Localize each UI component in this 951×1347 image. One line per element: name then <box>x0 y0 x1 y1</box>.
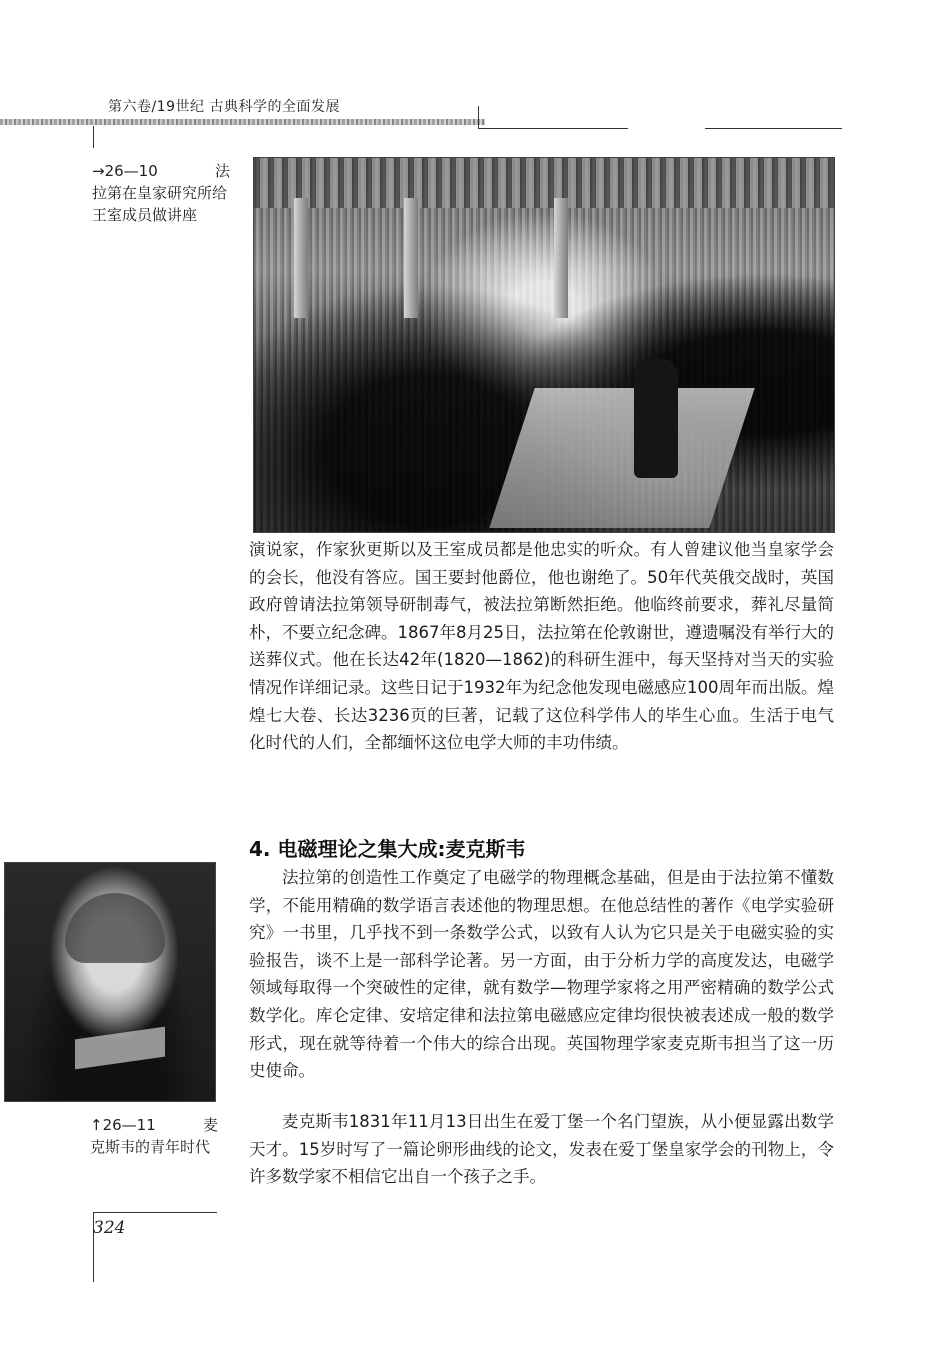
paragraph-faraday-legacy-text: 演说家，作家狄更斯以及王室成员都是他忠实的听众。有人曾建议他当皇家学会的会长，他没有答应。国王要封他爵位，他也谢绝了。50年代英俄交战时，英国政府曾请法拉第领导研制毒气，被法拉第断然拒绝。他临终前要求，葬礼尽量简朴，不要立纪念碑。1867年8月25日，法拉第在伦敦谢世，遵遗嘱没有举行大的送葬仪式。他在长达42年(1820—1862)的科研生涯中，每天坚持对当天的实验情况作详细记录。这些日记于1932年为纪念他发现电磁感应100周年而出版。煌煌七大卷、长达3236页的巨著，记载了这位科学伟人的毕生心血。生活于电气化时代的人们，全都缅怀这位电学大师的丰功伟绩。 <box>249 540 834 753</box>
header-rule-right-1 <box>478 128 628 129</box>
paragraph-maxwell-birth-text: 麦克斯韦1831年11月13日出生在爱丁堡一个名门望族，从小便显露出数学天才。15岁时写了一篇论卵形曲线的论文，发表在爱丁堡皇家学会的刊物上，令许多数学家不相信它出自一个孩子之手。 <box>249 1112 834 1187</box>
header-rule-right-2 <box>705 128 842 129</box>
portrait-collar <box>75 1027 165 1070</box>
paragraph-faraday-legacy <box>249 536 834 757</box>
header-tick <box>478 106 479 128</box>
figure-caption-text-lecture: 拉第在皇家研究所给王室成员做讲座 <box>92 184 228 224</box>
gallery-arches <box>254 158 834 208</box>
lecture-table <box>489 388 754 528</box>
margin-tick <box>93 126 94 148</box>
figure-caption-text-portrait: 克斯韦的青年时代 <box>90 1138 211 1156</box>
header-rule <box>0 119 485 125</box>
lecturer-figure <box>634 358 678 478</box>
figure-caption-lecture <box>92 160 230 226</box>
portrait-hair <box>65 893 165 963</box>
figure-caption-portrait <box>90 1114 218 1158</box>
maxwell-portrait-image <box>4 862 216 1102</box>
page-number: 324 <box>93 1218 126 1238</box>
paragraph-maxwell-intro <box>249 864 834 1085</box>
paragraph-maxwell-intro-text: 法拉第的创造性工作奠定了电磁学的物理概念基础，但是由于法拉第不懂数学，不能用精确的数学语言表述他的物理思想。在他总结性的著作《电学实验研究》一书里，几乎找不到一条数学公式，以致有人认为它只是关于电磁实验的实验报告，谈不上是一部科学论著。另一方面，由于分析力学的高度发达，电磁学领域每取得一个突破性的定律，就有数学—物理学家将之用严密精确的数学公式数学化。库仑定律、安培定律和法拉第电磁感应定律均很快被表述成一般的数学形式，现在就等待着一个伟大的综合出现。英国物理学家麦克斯韦担当了这一历史使命。 <box>249 868 834 1081</box>
section-title: 4. 电磁理论之集大成:麦克斯韦 <box>249 837 526 861</box>
footer-rule <box>93 1212 217 1213</box>
paragraph-maxwell-birth <box>249 1108 834 1191</box>
lecture-engraving-image <box>253 157 835 533</box>
pillar-right <box>554 198 568 318</box>
figure-number-lecture: →26—10 法 <box>92 162 230 180</box>
pillar-mid <box>404 198 418 318</box>
pillar-left <box>294 198 308 318</box>
figure-number-portrait: ↑26—11 麦 <box>90 1116 218 1134</box>
running-head: 第六卷/19世纪 古典科学的全面发展 <box>108 99 340 115</box>
